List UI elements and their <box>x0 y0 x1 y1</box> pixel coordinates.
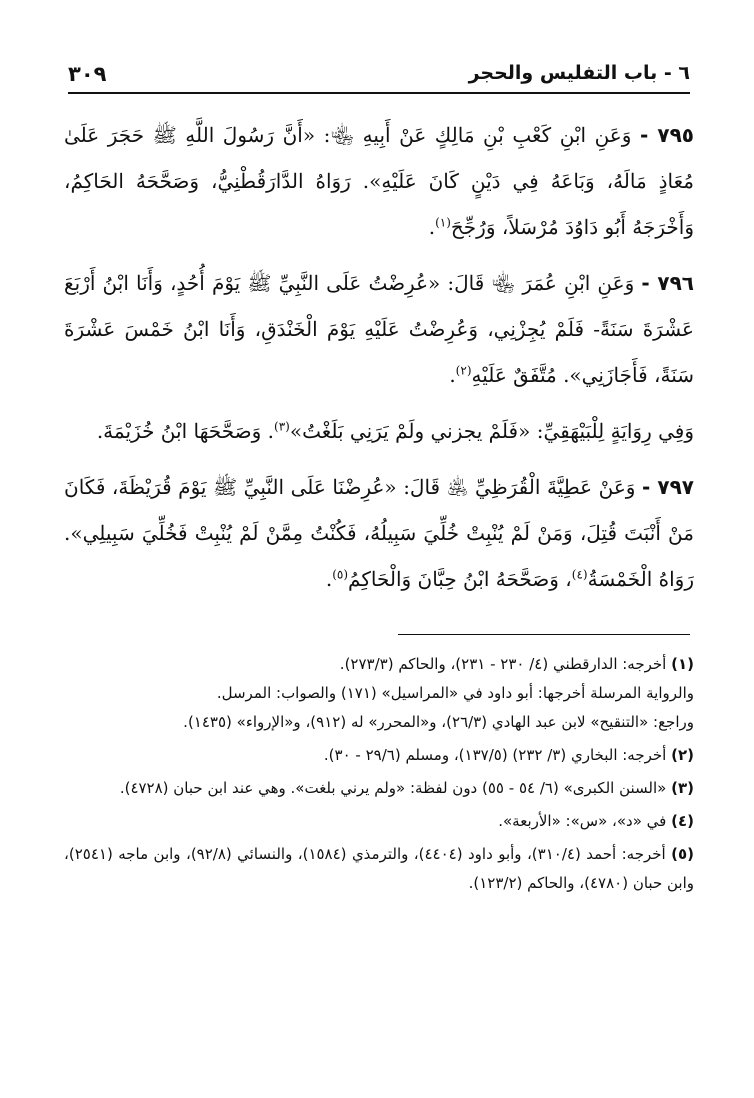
footnote-4 <box>64 807 694 836</box>
footnote-number: (٢) <box>671 746 694 764</box>
footnote-5 <box>64 840 694 898</box>
hadith-text-tail: . <box>428 215 436 239</box>
chapter-title: ٦ - باب التفليس والحجر <box>468 62 690 84</box>
hadith-number: ٧٩٦ - <box>641 271 694 295</box>
footnote-ref: (٢) <box>455 363 472 378</box>
main-text <box>64 112 694 612</box>
footnote-ref: (٣) <box>274 419 290 434</box>
hadith-number: ٧٩٥ - <box>639 123 694 147</box>
narration-bayhaqi <box>64 408 694 454</box>
footnote-number: (٥) <box>671 845 694 863</box>
hadith-text-tail: . وَصَحَّحَهَا ابْنُ خُزَيْمَةَ. <box>96 419 274 443</box>
footnote-line: أخرجه: البخاري (٣/ ٢٣٢) (١٣٧/٥)، ومسلم (٢٩/٦ - ٣٠). <box>323 746 667 764</box>
footnote-divider <box>398 634 690 635</box>
hadith-number: ٧٩٧ - <box>641 475 694 499</box>
page-number: ٣٠٩ <box>68 62 107 86</box>
hadith-text: وَفِي رِوَايَةٍ لِلْبَيْهَقِيِّ: «فَلَمْ يجزني ولَمْ يَرَنِي بَلَغْتُ» <box>289 419 694 443</box>
hadith-text: وَعَنِ ابْنِ عُمَرَ ﵄ قَالَ: «عُرِضْتُ عَلَى النَّبِيِّ ﷺ يَوْمَ أُحُدٍ، وَأَنَا ابْنُ أَرْبَعَ عَشْرَةَ سَنَةً- فَلَمْ يُجِزْنِي، وَعُرِضْتُ عَلَيْهِ يَوْمَ الْخَنْدَقِ، وَأَنَا ابْنُ خَمْسَ عَشْرَةَ سَنَةً، فَأَجَازَنِي». مُتَّفَقٌ عَلَيْهِ <box>64 271 694 387</box>
footnote-2 <box>64 741 694 770</box>
footnotes <box>64 650 694 902</box>
footnote-line: والرواية المرسلة أخرجها: أبو داود في «المراسيل» (١٧١) والصواب: المرسل. <box>216 684 694 702</box>
footnote-number: (٤) <box>671 812 694 830</box>
footnote-line: أخرجه: أحمد (٣١٠/٤)، وأبو داود (٤٤٠٤)، والترمذي (١٥٨٤)، والنسائي (٩٢/٨)، وابن ماجه (٢٥٤١)، وابن حبان (٤٧٨٠)، والحاكم (١٢٣/٢). <box>64 845 694 892</box>
footnote-1 <box>64 650 694 737</box>
hadith-text: ، وَصَحَّحَهُ ابْنُ حِبَّانَ وَالْحَاكِمُ <box>348 567 572 591</box>
footnote-line: في «د»، «س»: «الأربعة». <box>498 812 667 830</box>
running-header <box>68 58 690 94</box>
hadith-text-tail: . <box>449 363 456 387</box>
footnote-line: وراجع: «التنقيح» لابن عبد الهادي (٢٦/٣)، و«المحرر» له (٩١٢)، و«الإرواء» (١٤٣٥). <box>183 713 694 731</box>
footnote-ref: (٤) <box>571 567 588 582</box>
hadith-797 <box>64 464 694 602</box>
footnote-3 <box>64 774 694 803</box>
footnote-line: «السنن الكبرى» (٦/ ٥٤ - ٥٥) دون لفظة: «ولم يرني بلغت». وهي عند ابن حبان (٤٧٢٨). <box>119 779 667 797</box>
footnote-ref: (٥) <box>332 567 349 582</box>
footnote-ref: (١) <box>435 215 451 230</box>
hadith-text: وَعَنِ ابْنِ كَعْبِ بْنِ مَالِكٍ عَنْ أَبِيهِ ﵄: «أَنَّ رَسُولَ اللَّهِ ﷺ حَجَرَ عَلَىٰ مُعَاذٍ مَالَهُ، وَبَاعَهُ فِي دَيْنٍ كَانَ عَلَيْهِ». رَوَاهُ الدَّارَقُطْنِيُّ، وَصَحَّحَهُ الحَاكِمُ، وَأَخْرَجَهُ أَبُو دَاوُدَ مُرْسَلاً، وَرُجِّحَ <box>64 123 694 239</box>
hadith-text: وَعَنْ عَطِيَّةَ الْقُرَظِيِّ ﵁ قَالَ: «عُرِضْنَا عَلَى النَّبِيِّ ﷺ يَوْمَ قُرَيْظَةَ، فَكَانَ مَنْ أَنْبَتَ قُتِلَ، وَمَنْ لَمْ يُنْبِتْ خُلِّيَ سَبِيلُهُ، فَكُنْتُ مِمَّنْ لَمْ يُنْبِتْ فَخُلِّيَ سَبِيلِي». رَوَاهُ الْخَمْسَةُ <box>64 475 694 591</box>
hadith-796 <box>64 260 694 398</box>
hadith-795 <box>64 112 694 250</box>
footnote-line: أخرجه: الدارقطني (٤/ ٢٣٠ - ٢٣١)، والحاكم (٢٧٣/٣). <box>339 655 667 673</box>
footnote-number: (١) <box>671 655 694 673</box>
hadith-text-tail: . <box>325 567 333 591</box>
footnote-number: (٣) <box>671 779 694 797</box>
